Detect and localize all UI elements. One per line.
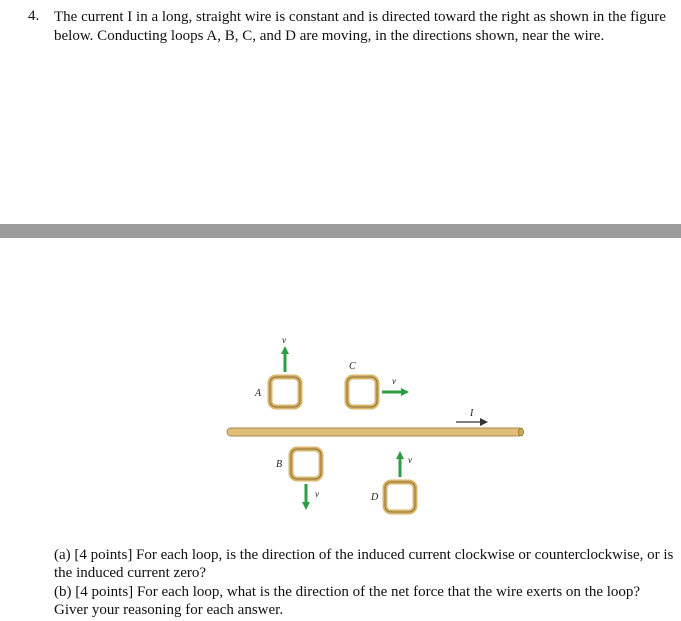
velocity-label-c: v bbox=[392, 376, 396, 386]
loop-b-label: B bbox=[276, 459, 283, 470]
loop-d bbox=[385, 482, 415, 512]
velocity-label-d: v bbox=[408, 455, 412, 465]
loop-b bbox=[291, 449, 321, 479]
divider-bar bbox=[0, 224, 681, 238]
loop-c-label: C bbox=[349, 361, 356, 372]
part-b-text: (b) [4 points] For each loop, what is the direction of the net force that the wire exerts on the loop? Giver your reasoning for each answer. bbox=[54, 584, 641, 618]
loop-a bbox=[270, 377, 300, 407]
question-number: 4. bbox=[28, 8, 40, 24]
velocity-label-a: v bbox=[282, 335, 286, 345]
loop-a-label: A bbox=[255, 388, 262, 399]
loop-c bbox=[347, 377, 377, 407]
velocity-label-b: v bbox=[315, 489, 319, 499]
wire-end bbox=[519, 428, 524, 436]
straight-wire bbox=[227, 428, 523, 436]
question-text: The current I in a long, straight wire is constant and is directed toward the right as shown in the figure below. Conducting loops A, B, C, and D are moving, in the directions shown, near the wire. bbox=[54, 9, 666, 44]
loop-d-label: D bbox=[371, 492, 379, 503]
part-a-text: (a) [4 points] For each loop, is the direction of the induced current clockwise or counterclockwise, or is the induced current zero? bbox=[54, 547, 674, 581]
current-label: I bbox=[470, 408, 474, 419]
